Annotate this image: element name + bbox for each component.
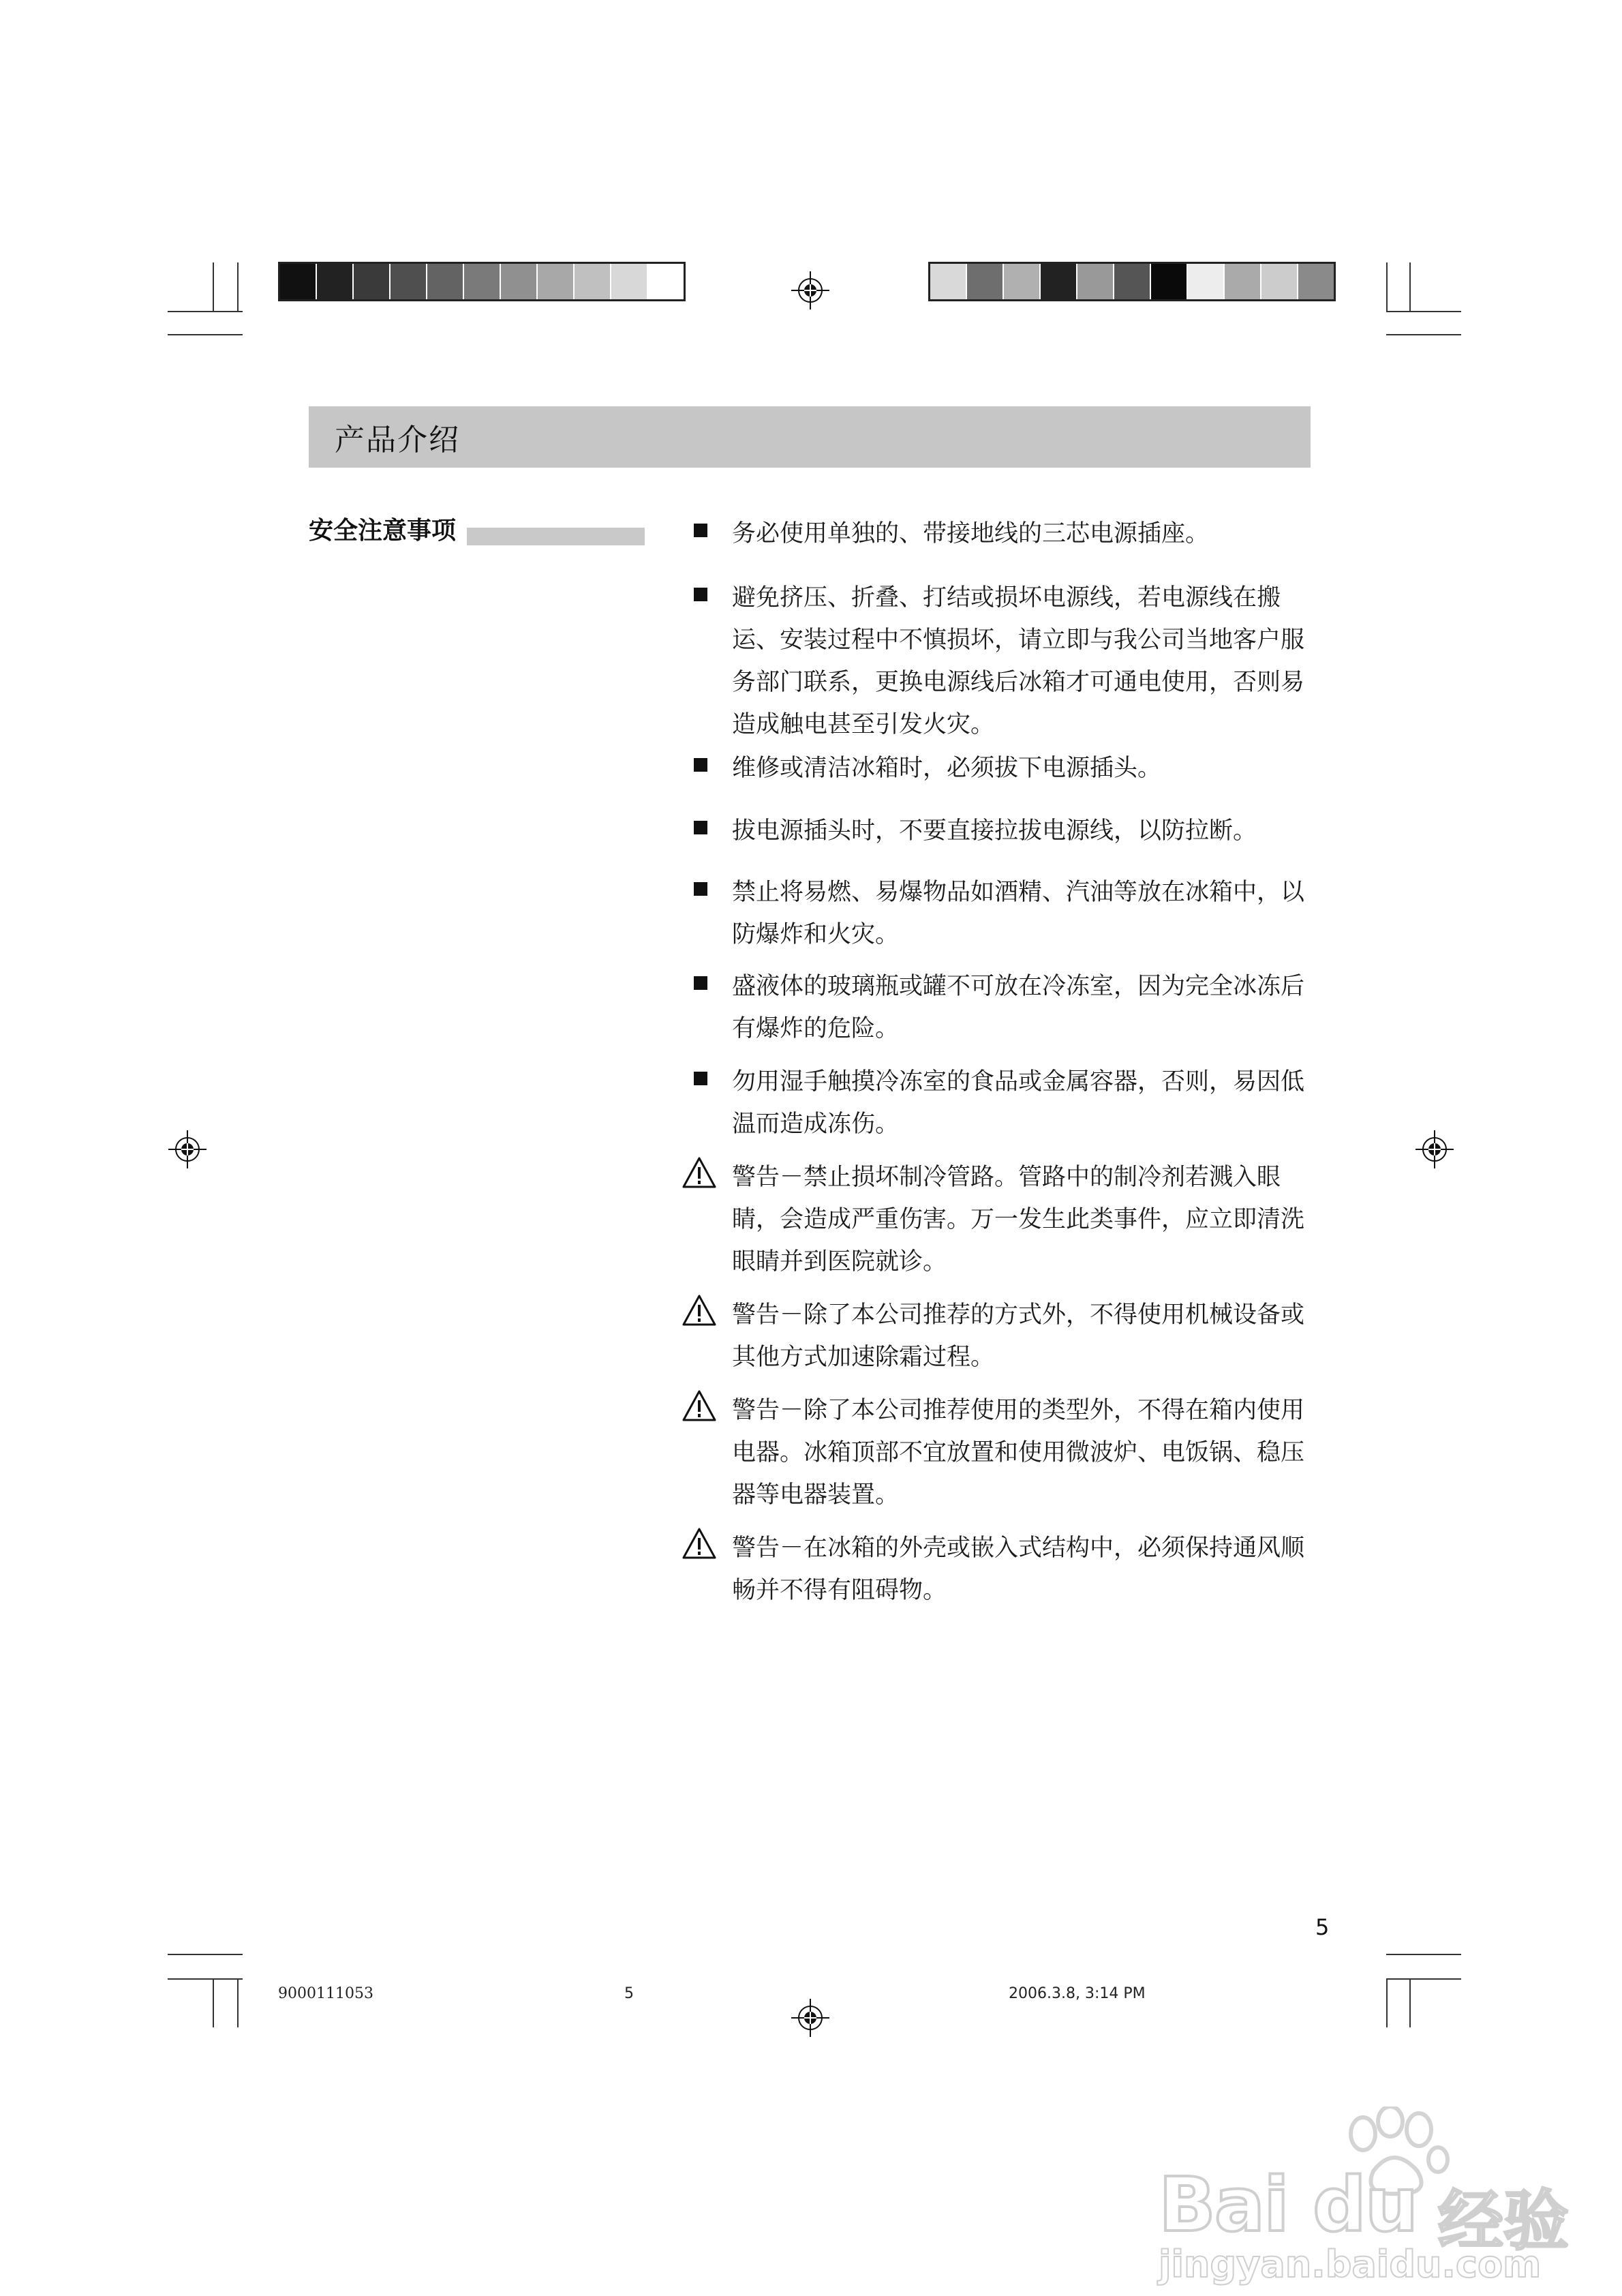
registration-mark-icon	[1416, 1130, 1454, 1168]
color-swatch	[1077, 264, 1114, 299]
color-swatch	[1151, 264, 1188, 299]
safety-item-text: 务必使用单独的、带接地线的三芯电源插座。	[732, 520, 1210, 547]
watermark-url: jingyan.baidu.com	[1159, 2243, 1542, 2286]
registration-mark-icon	[168, 1130, 206, 1168]
warning-text: 警告－在冰箱的外壳或嵌入式结构中，必须保持通风顺畅并不得有阻碍物。	[732, 1535, 1305, 1604]
crop-mark	[1386, 1978, 1461, 1980]
warning-item	[682, 1294, 1322, 1378]
section-heading	[309, 515, 645, 548]
warning-item	[682, 1527, 1322, 1612]
safety-item	[682, 747, 1322, 789]
crop-mark	[1386, 1978, 1388, 2027]
watermark-brand	[1159, 2161, 1417, 2248]
color-swatch	[1261, 264, 1298, 299]
watermark-suffix: 经验	[1438, 2183, 1569, 2259]
color-swatch	[280, 264, 317, 299]
color-swatch	[1114, 264, 1151, 299]
crop-mark	[168, 334, 243, 335]
page-title-bar	[309, 406, 1311, 468]
color-swatch	[501, 264, 538, 299]
safety-item-text: 避免挤压、折叠、打结或损坏电源线，若电源线在搬运、安装过程中不慎损坏，请立即与我公司当地客户服务部门联系，更换电源线后冰箱才可通电使用，否则易造成触电甚至引发火灾。	[732, 584, 1305, 738]
page-title: 产品介绍	[335, 423, 460, 457]
square-bullet-icon	[694, 1072, 707, 1085]
crop-mark	[1386, 334, 1461, 335]
color-swatch	[967, 264, 1004, 299]
safety-item	[682, 871, 1322, 956]
crop-mark	[1409, 1978, 1411, 2027]
section-heading-text: 安全注意事项	[309, 515, 467, 547]
crop-mark	[1386, 262, 1388, 312]
square-bullet-icon	[694, 524, 707, 537]
safety-item	[682, 965, 1322, 1050]
footer-timestamp: 2006.3.8, 3:14 PM	[1009, 1985, 1146, 2002]
safety-item	[682, 513, 1322, 555]
warning-text: 警告－除了本公司推荐的方式外，不得使用机械设备或其他方式加速除霜过程。	[732, 1301, 1305, 1371]
page-number: 5	[1315, 1914, 1330, 1940]
registration-mark-icon	[791, 1999, 829, 2037]
warning-item	[682, 1389, 1322, 1516]
crop-mark	[168, 1954, 243, 1955]
footer-doc-code: 9000111053	[278, 1985, 373, 2002]
safety-item-text: 禁止将易燃、易爆物品如酒精、汽油等放在冰箱中，以防爆炸和火灾。	[732, 879, 1305, 948]
footer-page: 5	[624, 1985, 634, 2002]
watermark-brand-text: Bai du	[1159, 2161, 1418, 2248]
color-swatch	[1004, 264, 1041, 299]
square-bullet-icon	[694, 588, 707, 601]
crop-mark	[237, 262, 239, 312]
color-swatch	[648, 264, 684, 299]
square-bullet-icon	[694, 976, 707, 990]
color-swatch	[930, 264, 967, 299]
warning-triangle-icon	[682, 1156, 717, 1189]
crop-mark	[213, 1978, 214, 2027]
safety-item-text: 拔电源插头时，不要直接拉拔电源线，以防拉断。	[732, 817, 1257, 845]
safety-item	[682, 1061, 1322, 1145]
crop-mark	[213, 262, 214, 312]
warning-item	[682, 1156, 1322, 1283]
square-bullet-icon	[694, 882, 707, 896]
safety-item-text: 勿用湿手触摸冷冻室的食品或金属容器，否则，易因低温而造成冻伤。	[732, 1068, 1305, 1138]
color-swatch	[391, 264, 427, 299]
color-swatch	[354, 264, 391, 299]
warning-triangle-icon	[682, 1389, 717, 1422]
safety-item	[682, 810, 1322, 852]
color-swatch	[575, 264, 611, 299]
color-swatch	[464, 264, 501, 299]
safety-item-text: 维修或清洁冰箱时，必须拔下电源插头。	[732, 755, 1162, 782]
square-bullet-icon	[694, 821, 707, 834]
color-swatch	[538, 264, 575, 299]
crop-mark	[1386, 1954, 1461, 1955]
crop-mark	[168, 1978, 243, 1980]
color-swatch	[427, 264, 464, 299]
warning-triangle-icon	[682, 1527, 717, 1560]
warning-triangle-icon	[682, 1294, 717, 1327]
crop-mark	[1409, 262, 1411, 312]
color-swatch	[317, 264, 354, 299]
color-calibration-bar-left	[278, 262, 686, 301]
color-swatch	[1188, 264, 1225, 299]
safety-item-text: 盛液体的玻璃瓶或罐不可放在冷冻室，因为完全冰冻后有爆炸的危险。	[732, 973, 1305, 1042]
safety-item	[682, 577, 1322, 746]
warning-text: 警告－禁止损坏制冷管路。管路中的制冷剂若溅入眼睛，会造成严重伤害。万一发生此类事件，应立即清洗眼睛并到医院就诊。	[732, 1164, 1305, 1275]
color-swatch	[1225, 264, 1261, 299]
crop-mark	[168, 311, 243, 312]
crop-mark	[237, 1978, 239, 2027]
color-swatch	[1041, 264, 1077, 299]
square-bullet-icon	[694, 758, 707, 772]
warning-text: 警告－除了本公司推荐使用的类型外，不得在箱内使用电器。冰箱顶部不宜放置和使用微波炉、电饭锅、稳压器等电器装置。	[732, 1397, 1305, 1509]
color-swatch	[611, 264, 648, 299]
color-swatch	[1298, 264, 1334, 299]
registration-mark-icon	[791, 271, 829, 309]
crop-mark	[1386, 311, 1461, 312]
color-calibration-bar-right	[928, 262, 1336, 301]
baidu-jingyan-watermark	[1159, 2106, 1595, 2284]
